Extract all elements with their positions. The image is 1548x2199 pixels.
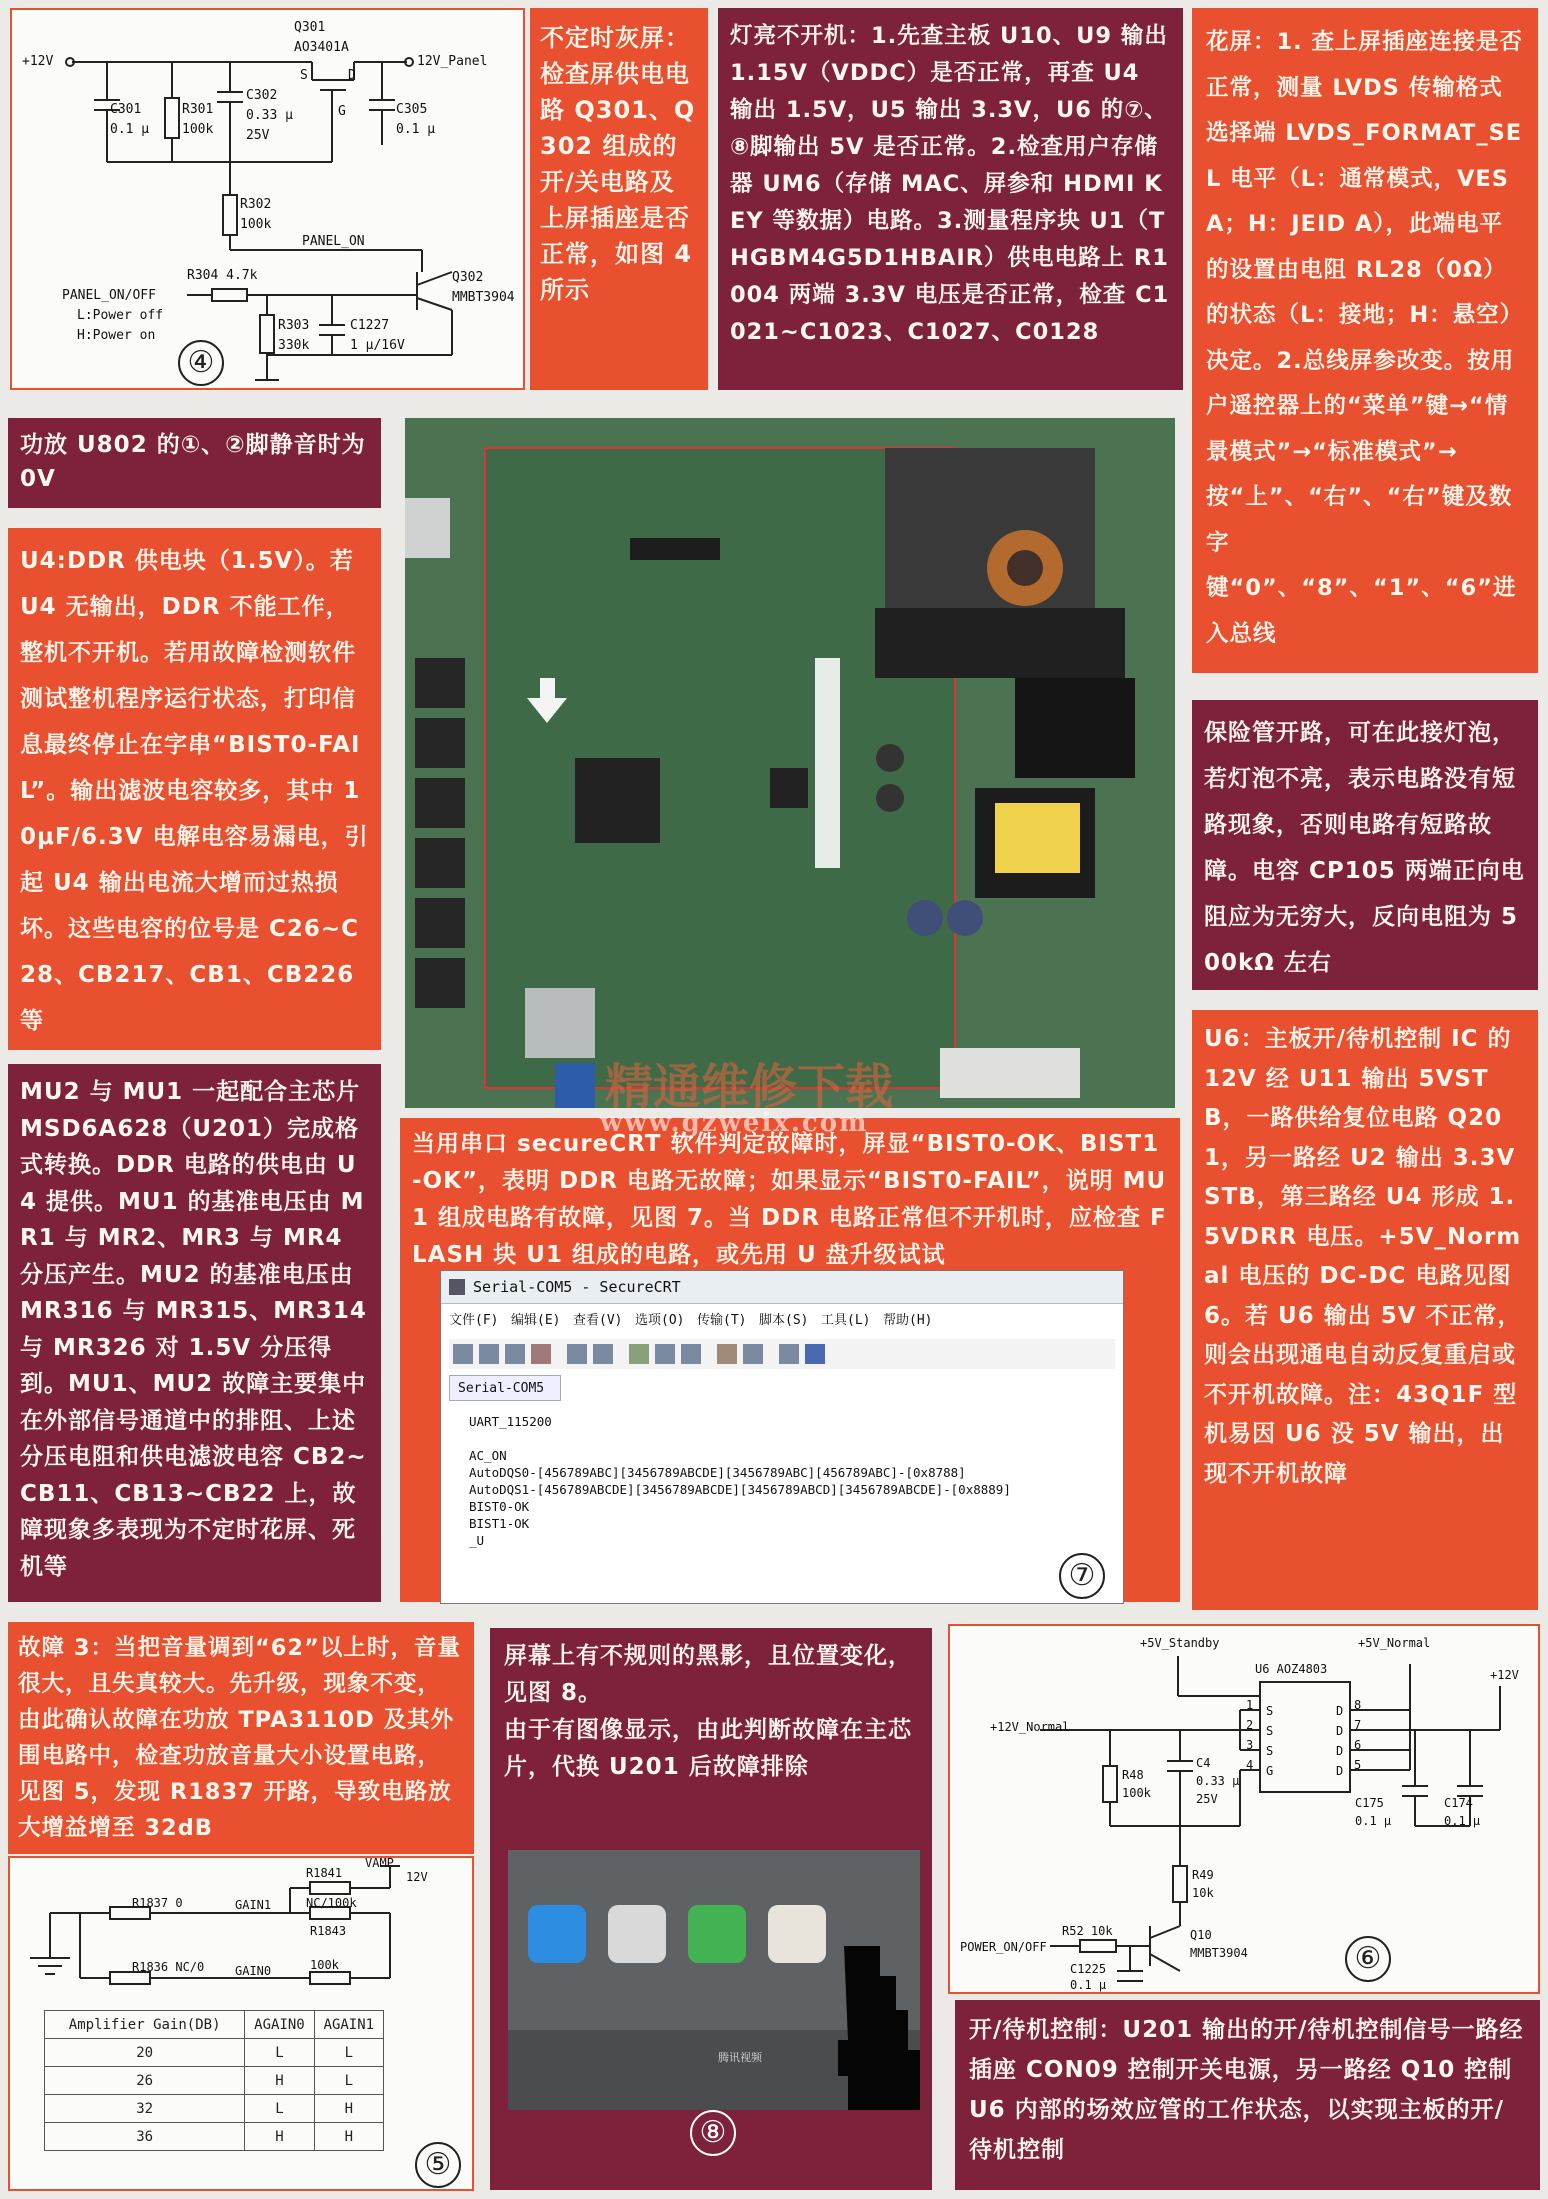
r49-value: 10k [1192,1886,1214,1900]
u6-pin-name: S [1266,1744,1274,1758]
r304-label: R304 4.7k [187,268,258,283]
gain-table-row [45,2095,384,2123]
gain-table-cell: H [314,2123,383,2151]
gain-table-cell: L [245,2039,314,2067]
app-caption: 腾讯视频 [718,2051,762,2064]
c301-value: 0.1 μ [110,122,150,137]
u6-pin-number: 2 [1246,1718,1254,1732]
c175-label: C175 [1355,1796,1384,1810]
terminal-line: UART_115200 [469,1414,552,1429]
gain1-net-label: GAIN1 [235,1898,272,1912]
gain-table-cell: L [314,2067,383,2095]
mainboard-drawing [405,418,1175,1108]
toolbar [449,1339,1115,1369]
gain-table-row [45,2123,384,2151]
standby-control-note: 开/待机控制：U201 输出的开/待机控制信号一路经插座 CON09 控制开关电源，另一路经 Q10 控制 U6 内部的场效应管的工作状态，以实现主板的开/待机控制 [955,2000,1540,2190]
gain-table-cell: 36 [45,2123,245,2151]
gain-table-cell: 32 [45,2095,245,2123]
c1227-label: C1227 [350,318,390,333]
watermark-cn: 精通维修下载 [605,1059,894,1108]
figure-5-schematic [8,1856,474,2191]
session-tab-label: Serial-COM5 [458,1381,545,1396]
c305-value: 0.1 μ [396,122,436,137]
gain-table-cell: H [314,2095,383,2123]
figure-7-number: ⑦ [1059,1553,1105,1599]
black-shadow-note: 屏幕上有不规则的黑影，且位置变化，见图 8。 由于有图像显示，由此判断故障在主芯片，代换 U201 后故障排除 [504,1643,912,1780]
gain-table-cell: 26 [45,2067,245,2095]
c4-value: 0.33 μ [1196,1774,1240,1788]
gain-table-row [45,2067,384,2095]
amplifier-mute-note: 功放 U802 的①、②脚静音时为 0V [8,418,381,508]
v12-label: +12V [1490,1668,1519,1682]
gain-table-row [45,2039,384,2067]
r1841-label: R1841 [306,1866,343,1880]
r1843-value: 100k [310,1958,339,1972]
figure-8-number: ⑧ [690,2110,736,2156]
u6-pin-name: G [1266,1764,1274,1778]
fuse-note: 保险管开路，可在此接灯泡，若灯泡不亮，表示电路没有短路现象，否则电路有短路故障。电容 CP105 两端正向电阻应为无穷大，反向电阻为 500kΩ 左右 [1192,700,1538,990]
u6-pin-number: 1 [1246,1698,1254,1712]
gain-table-cell: L [314,2039,383,2067]
tv-screen-image [508,1850,920,2110]
c4-voltage: 25V [1196,1792,1218,1806]
q10-label: Q10 [1190,1928,1212,1942]
terminal-line: _U [469,1533,485,1548]
mainboard-photo [405,418,1175,1108]
c1225-label: C1225 [1070,1962,1107,1976]
menu-item[interactable]: 工具(L) [821,1313,871,1328]
r52-label: R52 10k [1062,1924,1113,1938]
r48-label: R48 [1122,1768,1144,1782]
toolbar-icons [449,1339,899,1369]
menu-bar [449,1309,1119,1333]
no-boot-note: 灯亮不开机：1.先查主板 U10、U9 输出 1.15V（VDDC）是否正常，再查 U4 输出 1.5V，U5 输出 3.3V，U6 的⑦、⑧脚输出 5V 是否正常。2.检查用户存储器 UM6（存储 MAC、屏参和 HDMI KEY 等数据）电路。3.测量程序块 U1（THGBM4G5D1HBAIR）供电电路上 R1004 两端 3.3V 电压是否正常，检查 C1021~C1023、C1027、C0128 [718,8,1183,390]
panel-on-net-label: PANEL_ON [302,234,365,249]
u6-pin-number: 5 [1354,1758,1362,1772]
v5-standby-label: +5V_Standby [1140,1636,1220,1650]
q301-pin-d: D [348,68,356,83]
figure-8-tv-screen [508,1850,920,2110]
gain-table-header [45,2011,384,2039]
r301-label: R301 [182,102,214,117]
app-icon [449,1279,465,1295]
u6-pin-number: 6 [1354,1738,1362,1752]
r302-label: R302 [240,197,272,212]
mu1-mu2-note: MU2 与 MU1 一起配合主芯片 MSD6A628（U201）完成格式转换。DDR 电路的供电由 U4 提供。MU1 的基准电压由 MR1 与 MR2、MR3 与 MR4 分压产生。MU2 的基准电压由 MR316 与 MR315、MR314 与 MR326 对 1.5V 分压得到。MU1、MU2 故障主要集中在外部信号通道中的排阻、上述分压电阻和供电滤波电容 CB2~CB11、CB13~CB22 上，故障现象多表现为不定时花屏、死机等 [8,1064,381,1602]
figure-6-number: ⑥ [1345,1936,1391,1982]
u6-pin-name: S [1266,1704,1274,1718]
q301-part-label: AO3401A [294,40,349,55]
terminal-line: BIST0-OK [469,1499,530,1514]
c1227-value: 1 μ/16V [350,338,405,353]
figure-4-schematic [10,8,525,390]
c174-value: 0.1 μ [1444,1814,1481,1828]
menu-item[interactable]: 选项(O) [635,1313,685,1328]
r1841-value: NC/100k [306,1896,357,1910]
gray-screen-note: 不定时灰屏：检查屏供电电路 Q301、Q302 组成的开/关电路及上屏插座是否正常，如图 4 所示 [530,8,708,390]
q301-pin-g: G [338,104,346,119]
figure-5-number: ⑤ [415,2142,461,2188]
watermark-url: www.gzweix.com [600,1108,869,1138]
q302-label: Q302 [452,270,484,285]
amplifier-gain-table [44,2010,384,2151]
r49-label: R49 [1192,1868,1214,1882]
menu-item[interactable]: 帮助(H) [883,1313,933,1328]
terminal-line: AC_ON [469,1448,507,1463]
q301-pin-s: S [300,68,308,83]
figure-6-schematic [948,1624,1540,1994]
power-on-note: H:Power on [77,328,156,343]
menu-item[interactable]: 文件(F) [449,1313,499,1328]
menu-item[interactable]: 传输(T) [697,1313,747,1328]
gain-table-cell: 20 [45,2039,245,2067]
u6-pin-name: D [1336,1704,1344,1718]
menu-item[interactable]: 脚本(S) [759,1313,809,1328]
c302-label: C302 [246,88,278,103]
vamp-label: VAMP [365,1856,394,1870]
gain-table-header-cell: AGAIN0 [245,2011,314,2039]
c301-label: C301 [110,102,142,117]
fault-3-note: 故障 3：当把音量调到“62”以上时，音量很大，且失真较大。先升级，现象不变，由此确认故障在功放 TPA3110D 及其外围电路中，检查功放音量大小设置电路，见图 5，发现 R1837 开路，导致电路放大增益增至 32dB [8,1622,474,1854]
c302-voltage: 25V [246,128,270,143]
u6-pin-number: 8 [1354,1698,1362,1712]
gain-table-cell: H [245,2067,314,2095]
power-onoff-label: POWER_ON/OFF [960,1940,1047,1954]
u4-ddr-note: U4:DDR 供电块（1.5V）。若 U4 无输出，DDR 不能工作，整机不开机。若用故障检测软件测试整机程序运行状态，打印信息最终停止在字串“BIST0-FAIL”。输出滤波电容较多，其中 10μF/6.3V 电解电容易漏电，引起 U4 输出电流大增而过热损坏。这些电容的位号是 C26~C28、CB217、CB1、CB226 等 [8,528,381,1050]
serial-diagnosis-note: 当用串口 secureCRT 软件判定故障时，屏显“BIST0-OK、BIST1-OK”，表明 DDR 电路无故障；如果显示“BIST0-FAIL”，说明 MU1 组成电路有故障，见图 7。当 DDR 电路正常但不开机时，应检查 FLASH 块 U1 组成的电路，或先用 U 盘升级试试 [412,1131,1167,1268]
power-off-note: L:Power off [77,308,164,323]
terminal-line: AutoDQS0-[456789ABC][3456789ABCDE][3456789ABC][456789ABC]-[0x8788] [469,1465,966,1480]
r303-label: R303 [278,318,310,333]
q301-label: Q301 [294,20,326,35]
r302-value: 100k [240,217,272,232]
terminal-line: AutoDQS1-[456789ABCDE][3456789ABCDE][3456789ABCD][3456789ABCDE]-[0x8889] [469,1482,1011,1497]
q302-part-label: MMBT3904 [452,290,515,305]
u6-pin-name: D [1336,1724,1344,1738]
securecrt-window [440,1270,1124,1604]
u6-pin-name: S [1266,1724,1274,1738]
c1225-value: 0.1 μ [1070,1978,1107,1992]
v12-panel-label: 12V_Panel [417,54,488,69]
gain-table-cell: H [245,2123,314,2151]
menu-item[interactable]: 编辑(E) [511,1313,561,1328]
c4-label: C4 [1196,1756,1211,1770]
session-tab[interactable] [449,1375,561,1401]
c302-value: 0.33 μ [246,108,293,123]
u6-pin-number: 4 [1246,1758,1254,1772]
u6-pin-number: 7 [1354,1718,1362,1732]
gain0-net-label: GAIN0 [235,1964,272,1978]
u6-pin-number: 3 [1246,1738,1254,1752]
terminal-output [469,1413,1109,1593]
flower-screen-note: 花屏：1. 查上屏插座连接是否正常，测量 LVDS 传输格式选择端 LVDS_FORMAT_SEL 电平（L：通常模式，VESA；H：JEID A），此端电平的设置由电阻 RL28（0Ω）的状态（L：接地；H：悬空）决定。2.总线屏参改变。按用户遥控器上的“菜单”键→“情景模式”→“标准模式”→按“上”、“右”、“右”键及数字键“0”、“8”、“1”、“6”进入总线 [1192,8,1538,673]
r301-value: 100k [182,122,214,137]
gain-table-cell: L [245,2095,314,2123]
u6-pin-name: D [1336,1764,1344,1778]
terminal-line: BIST1-OK [469,1516,530,1531]
v5-normal-label: +5V_Normal [1358,1636,1431,1650]
c305-label: C305 [396,102,428,117]
r1836-label: R1836 NC/0 [132,1960,205,1974]
c174-label: C174 [1444,1796,1473,1810]
gain-table-header-cell: Amplifier Gain(DB) [45,2011,245,2039]
u6-standby-ic-note: U6：主板开/待机控制 IC 的 12V 经 U11 输出 5VSTB，一路供给复位电路 Q201，另一路经 U2 输出 3.3VSTB，第三路经 U4 形成 1.5VDRR 电压。+5V_Normal 电压的 DC-DC 电路见图 6。若 U6 输出 5V 不正常，则会出现通电自动反复重启或不开机故障。注：43Q1F 型机易因 U6 没 5V 输出，出现不开机故障 [1192,1010,1538,1610]
u6-pin-name: D [1336,1744,1344,1758]
panel-onoff-label: PANEL_ON/OFF [62,288,156,303]
r1837-label: R1837 0 [132,1896,183,1910]
c175-value: 0.1 μ [1355,1814,1392,1828]
u6-part-label: U6 AOZ4803 [1255,1662,1328,1676]
figure-4-number: ④ [178,340,224,386]
gain-table-header-cell: AGAIN1 [314,2011,383,2039]
v12-normal-label: +12V_Normal [990,1720,1070,1734]
q10-part-label: MMBT3904 [1190,1946,1248,1960]
title-bar [441,1271,1123,1304]
r303-value: 330k [278,338,310,353]
terminal-line [469,1430,1109,1447]
r48-value: 100k [1122,1786,1151,1800]
v12-label: 12V [406,1870,428,1884]
menu-item[interactable]: 查看(V) [573,1313,623,1328]
r1843-label: R1843 [310,1924,347,1938]
window-title: Serial-COM5 - SecureCRT [473,1278,681,1296]
v12-label: +12V [22,54,54,69]
